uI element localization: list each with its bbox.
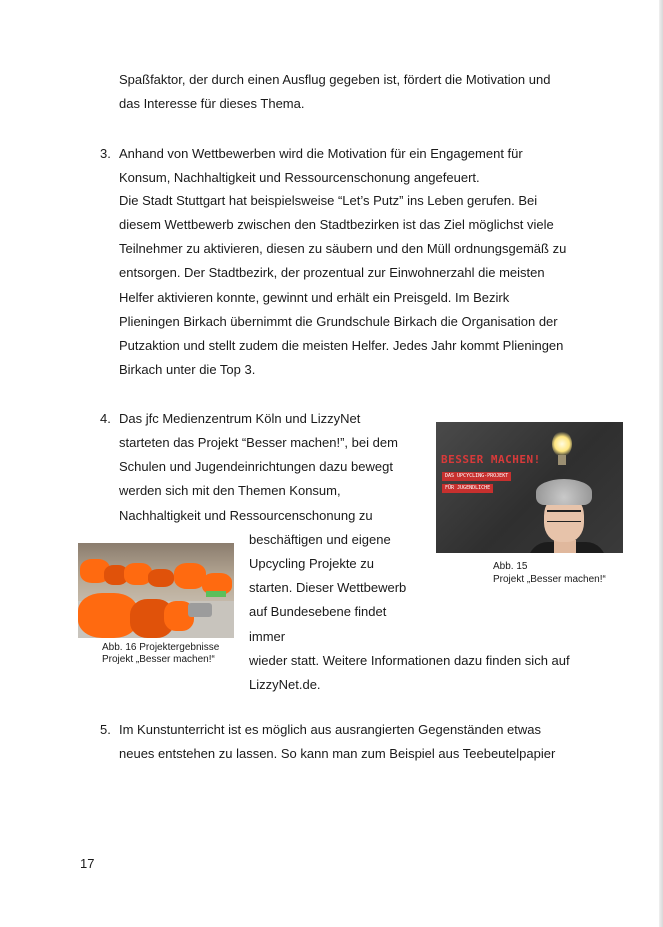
item-3-line: Teilnehmer zu aktivieren, diesen zu säubern und den Müll ordnungsgemäß zu [119, 241, 567, 256]
fig15-caption-line2: Projekt „Besser machen!“ [493, 574, 606, 585]
fig16-caption-line2: Projekt „Besser machen!“ [102, 654, 215, 665]
item-4-line: wieder statt. Weitere Informationen dazu finden sich auf [249, 653, 570, 668]
orange-item [78, 593, 138, 638]
item-3-line: Putzaktion und stellt zudem die meisten Helfer. Jedes Jahr kommt Plieningen [119, 338, 564, 353]
gray-item [188, 603, 212, 617]
item-3-line: Anhand von Wettbewerben wird die Motivation für ein Engagement für [119, 146, 523, 161]
poster-title: BESSER MACHEN! [441, 453, 541, 466]
intro-line-2: das Interesse für dieses Thema. [119, 96, 305, 111]
item-3-line: Helfer aktivieren konnte, gewinnt und erhält ein Preisgeld. Im Bezirk [119, 290, 510, 305]
item-4-line: LizzyNet.de. [249, 677, 321, 692]
item-4-line: Nachhaltigkeit und Ressourcenschonung zu [119, 508, 373, 523]
poster-tag: DAS UPCYCLING-PROJEKT [442, 472, 511, 481]
item-4-line: Upcycling Projekte zu [249, 556, 374, 571]
item-3-line: Die Stadt Stuttgart hat beispielsweise “Let’s Putz” ins Leben gerufen. Bei [119, 193, 538, 208]
item-3-line: Plieningen Birkach übernimmt die Grundschule Birkach die Organisation der [119, 314, 558, 329]
page-number: 17 [80, 856, 95, 871]
orange-item [148, 569, 174, 587]
fig16-caption-line1: Abb. 16 Projektergebnisse [102, 642, 220, 653]
project-results-photo [78, 543, 234, 638]
besser-machen-poster-image [436, 422, 623, 553]
item-3-number: 3. [100, 146, 111, 161]
item-5-line: neues entstehen zu lassen. So kann man zum Beispiel aus Teebeutelpapier [119, 746, 556, 761]
green-item [206, 591, 226, 597]
item-4-line: auf Bundesebene findet [249, 604, 387, 619]
poster-tag: FÜR JUGENDLICHE [442, 484, 493, 493]
fig15-caption-line1: Abb. 15 [493, 561, 528, 572]
lightbulb-icon [552, 431, 572, 457]
intro-line-1: Spaßfaktor, der durch einen Ausflug gegeben ist, fördert die Motivation und [119, 72, 551, 87]
item-4-line: immer [249, 629, 286, 644]
item-3-line: Birkach unter die Top 3. [119, 362, 256, 377]
item-4-line: Schulen und Jugendeinrichtungen dazu bewegt [119, 459, 393, 474]
item-3-line: entsorgen. Der Stadtbezirk, der prozentual zur Einwohnerzahl die meisten [119, 265, 545, 280]
item-3-line: diesem Wettbewerb zwischen den Stadtbezirken ist das Ziel möglichst viele [119, 217, 554, 232]
item-4-line: Das jfc Medienzentrum Köln und LizzyNet [119, 411, 361, 426]
item-4-number: 4. [100, 411, 111, 426]
item-4-line: beschäftigen und eigene [249, 532, 391, 547]
glasses-icon [547, 510, 581, 522]
item-4-line: starteten das Projekt “Besser machen!”, bei dem [119, 435, 398, 450]
item-5-line: Im Kunstunterricht ist es möglich aus ausrangierten Gegenständen etwas [119, 722, 542, 737]
item-5-number: 5. [100, 722, 111, 737]
item-3-line: Konsum, Nachhaltigkeit und Ressourcenschonung angefeuert. [119, 170, 480, 185]
page-edge [659, 0, 663, 927]
colander-helmet [536, 479, 592, 505]
lightbulb-base [558, 455, 566, 465]
item-4-line: starten. Dieser Wettbewerb [249, 580, 407, 595]
item-4-line: werden sich mit den Themen Konsum, [119, 483, 341, 498]
